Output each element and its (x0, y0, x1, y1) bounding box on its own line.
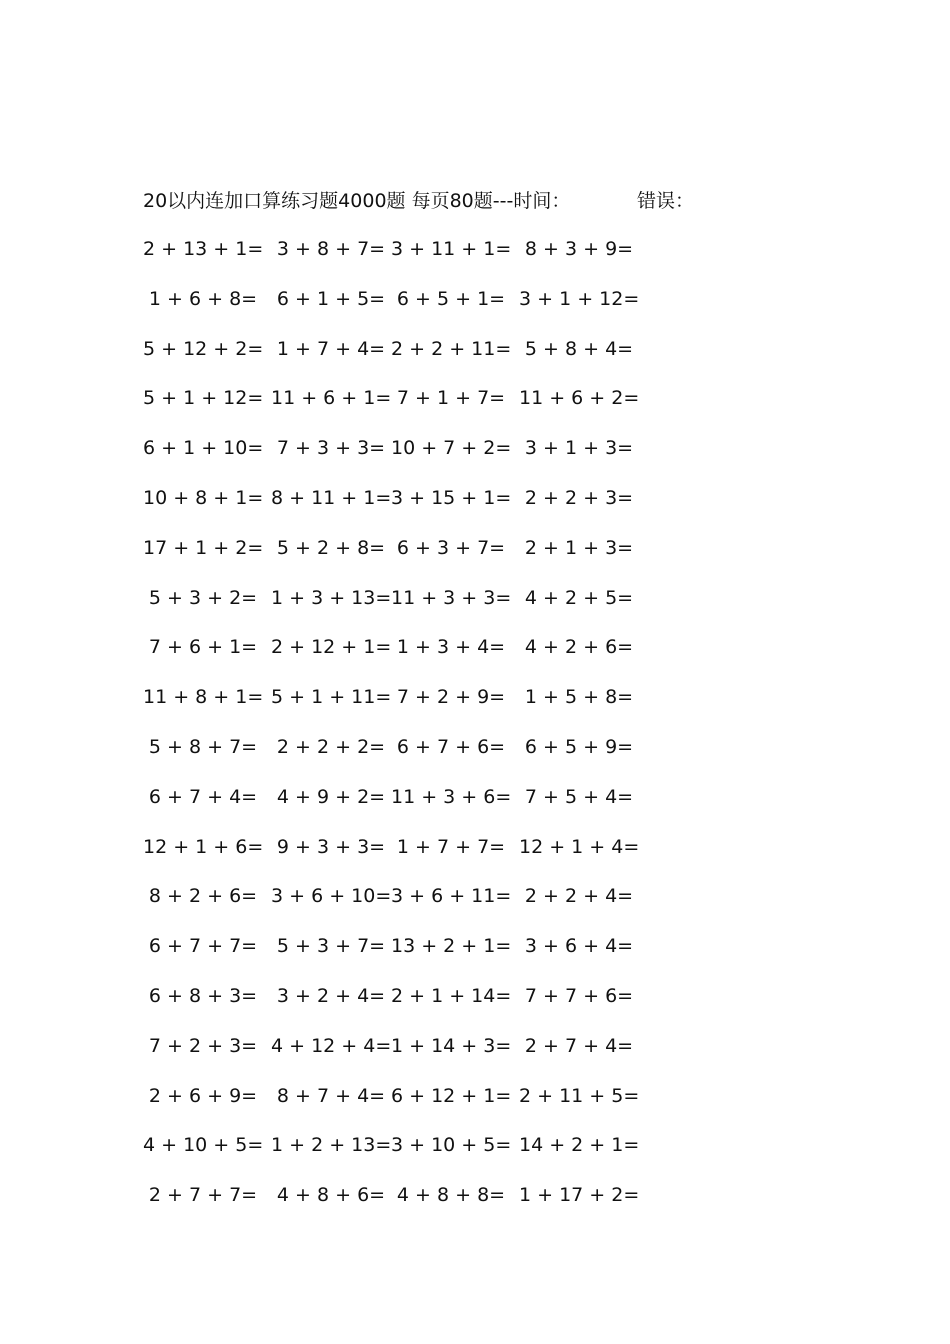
problem-item: 3 + 8 + 7= (276, 238, 386, 260)
problem-item: 6 + 8 + 3= (148, 984, 258, 1007)
problem-item: 7 + 3 + 3= (276, 437, 386, 460)
problem-row (143, 682, 643, 732)
problem-item: 6 + 1 + 5= (276, 287, 386, 310)
problem-row (143, 782, 643, 832)
problem-item: 11 + 6 + 2= (519, 387, 640, 410)
problem-row (143, 334, 643, 384)
worksheet-title: 20以内连加口算练习题4000题 每页80题---时间： (143, 190, 571, 212)
problem-item: 3 + 11 + 1= (391, 238, 512, 260)
problem-item: 6 + 7 + 6= (396, 735, 506, 758)
problem-item: 2 + 2 + 4= (524, 885, 634, 908)
problem-item: 1 + 17 + 2= (519, 1184, 640, 1207)
problem-item: 12 + 1 + 6= (143, 835, 264, 858)
problem-item: 1 + 3 + 13= (271, 586, 392, 609)
problem-item: 3 + 1 + 12= (519, 287, 640, 310)
problem-item: 7 + 6 + 1= (148, 636, 258, 659)
problem-row (143, 284, 643, 334)
problem-item: 7 + 5 + 4= (524, 785, 634, 808)
problem-item: 7 + 7 + 6= (524, 984, 634, 1007)
problem-item: 3 + 6 + 11= (391, 885, 512, 908)
problem-item: 6 + 3 + 7= (396, 536, 506, 559)
problem-item: 6 + 5 + 9= (524, 735, 634, 758)
problem-item: 2 + 1 + 3= (524, 536, 634, 559)
problem-row (143, 1031, 643, 1081)
problem-item: 2 + 7 + 7= (148, 1184, 258, 1207)
problem-item: 1 + 7 + 4= (276, 337, 386, 360)
problem-item: 10 + 7 + 2= (391, 437, 512, 460)
problem-item: 3 + 6 + 4= (524, 935, 634, 958)
problem-item: 5 + 2 + 8= (276, 536, 386, 559)
problem-row (143, 1081, 643, 1131)
problem-item: 11 + 6 + 1= (271, 387, 392, 410)
problem-item: 1 + 2 + 13= (271, 1134, 392, 1157)
problem-item: 5 + 12 + 2= (143, 337, 264, 360)
problem-item: 2 + 12 + 1= (271, 636, 392, 659)
problem-row (143, 881, 643, 931)
problem-item: 2 + 1 + 14= (391, 984, 512, 1007)
problem-item: 4 + 8 + 6= (276, 1184, 386, 1207)
problem-item: 5 + 1 + 12= (143, 387, 264, 410)
problem-item: 2 + 11 + 5= (519, 1084, 640, 1107)
problem-item: 2 + 2 + 2= (276, 735, 386, 758)
problem-item: 6 + 7 + 7= (148, 935, 258, 958)
problem-row (143, 632, 643, 682)
problem-item: 4 + 9 + 2= (276, 785, 386, 808)
problem-item: 8 + 3 + 9= (524, 238, 634, 260)
problem-item: 12 + 1 + 4= (519, 835, 640, 858)
problem-row (143, 383, 643, 433)
problem-item: 13 + 2 + 1= (391, 935, 512, 958)
problem-item: 2 + 6 + 9= (148, 1084, 258, 1107)
problem-item: 6 + 1 + 10= (143, 437, 264, 460)
problem-item: 5 + 3 + 7= (276, 935, 386, 958)
problem-item: 5 + 3 + 2= (148, 586, 258, 609)
problem-item: 6 + 5 + 1= (396, 287, 506, 310)
errors-label: 错误： (637, 190, 695, 212)
problem-item: 4 + 10 + 5= (143, 1134, 264, 1157)
problem-item: 2 + 2 + 11= (391, 337, 512, 360)
problem-item: 3 + 6 + 10= (271, 885, 392, 908)
problem-row (143, 483, 643, 533)
worksheet-header (143, 186, 763, 216)
problem-row (143, 1180, 643, 1230)
problem-item: 4 + 8 + 8= (396, 1184, 506, 1207)
problem-row (143, 732, 643, 782)
problem-item: 14 + 2 + 1= (519, 1134, 640, 1157)
problem-item: 2 + 13 + 1= (143, 238, 264, 260)
problem-item: 3 + 2 + 4= (276, 984, 386, 1007)
problem-item: 7 + 2 + 3= (148, 1034, 258, 1057)
problem-item: 8 + 2 + 6= (148, 885, 258, 908)
problem-item: 1 + 6 + 8= (148, 287, 258, 310)
problem-item: 11 + 3 + 6= (391, 785, 512, 808)
problem-item: 4 + 2 + 5= (524, 586, 634, 609)
problem-item: 1 + 3 + 4= (396, 636, 506, 659)
problem-row (143, 1130, 643, 1180)
problem-item: 1 + 14 + 3= (391, 1034, 512, 1057)
problem-item: 3 + 15 + 1= (391, 486, 512, 509)
problem-row (143, 931, 643, 981)
problem-item: 2 + 2 + 3= (524, 486, 634, 509)
problem-item: 1 + 5 + 8= (524, 686, 634, 709)
problem-grid (143, 234, 643, 1230)
problem-row (143, 433, 643, 483)
problem-item: 2 + 7 + 4= (524, 1034, 634, 1057)
problem-item: 5 + 1 + 11= (271, 686, 392, 709)
problem-row (143, 234, 643, 284)
problem-item: 4 + 12 + 4= (271, 1034, 392, 1057)
problem-item: 17 + 1 + 2= (143, 536, 264, 559)
problem-item: 9 + 3 + 3= (276, 835, 386, 858)
problem-item: 8 + 7 + 4= (276, 1084, 386, 1107)
problem-row (143, 981, 643, 1031)
problem-item: 1 + 7 + 7= (396, 835, 506, 858)
problem-item: 11 + 3 + 3= (391, 586, 512, 609)
problem-item: 8 + 11 + 1= (271, 486, 392, 509)
problem-row (143, 583, 643, 633)
problem-item: 5 + 8 + 4= (524, 337, 634, 360)
problem-item: 11 + 8 + 1= (143, 686, 264, 709)
problem-item: 6 + 7 + 4= (148, 785, 258, 808)
problem-item: 7 + 2 + 9= (396, 686, 506, 709)
problem-row (143, 832, 643, 882)
problem-row (143, 533, 643, 583)
problem-item: 3 + 1 + 3= (524, 437, 634, 460)
problem-item: 4 + 2 + 6= (524, 636, 634, 659)
problem-item: 5 + 8 + 7= (148, 735, 258, 758)
problem-item: 3 + 10 + 5= (391, 1134, 512, 1157)
problem-item: 6 + 12 + 1= (391, 1084, 512, 1107)
problem-item: 7 + 1 + 7= (396, 387, 506, 410)
problem-item: 10 + 8 + 1= (143, 486, 264, 509)
